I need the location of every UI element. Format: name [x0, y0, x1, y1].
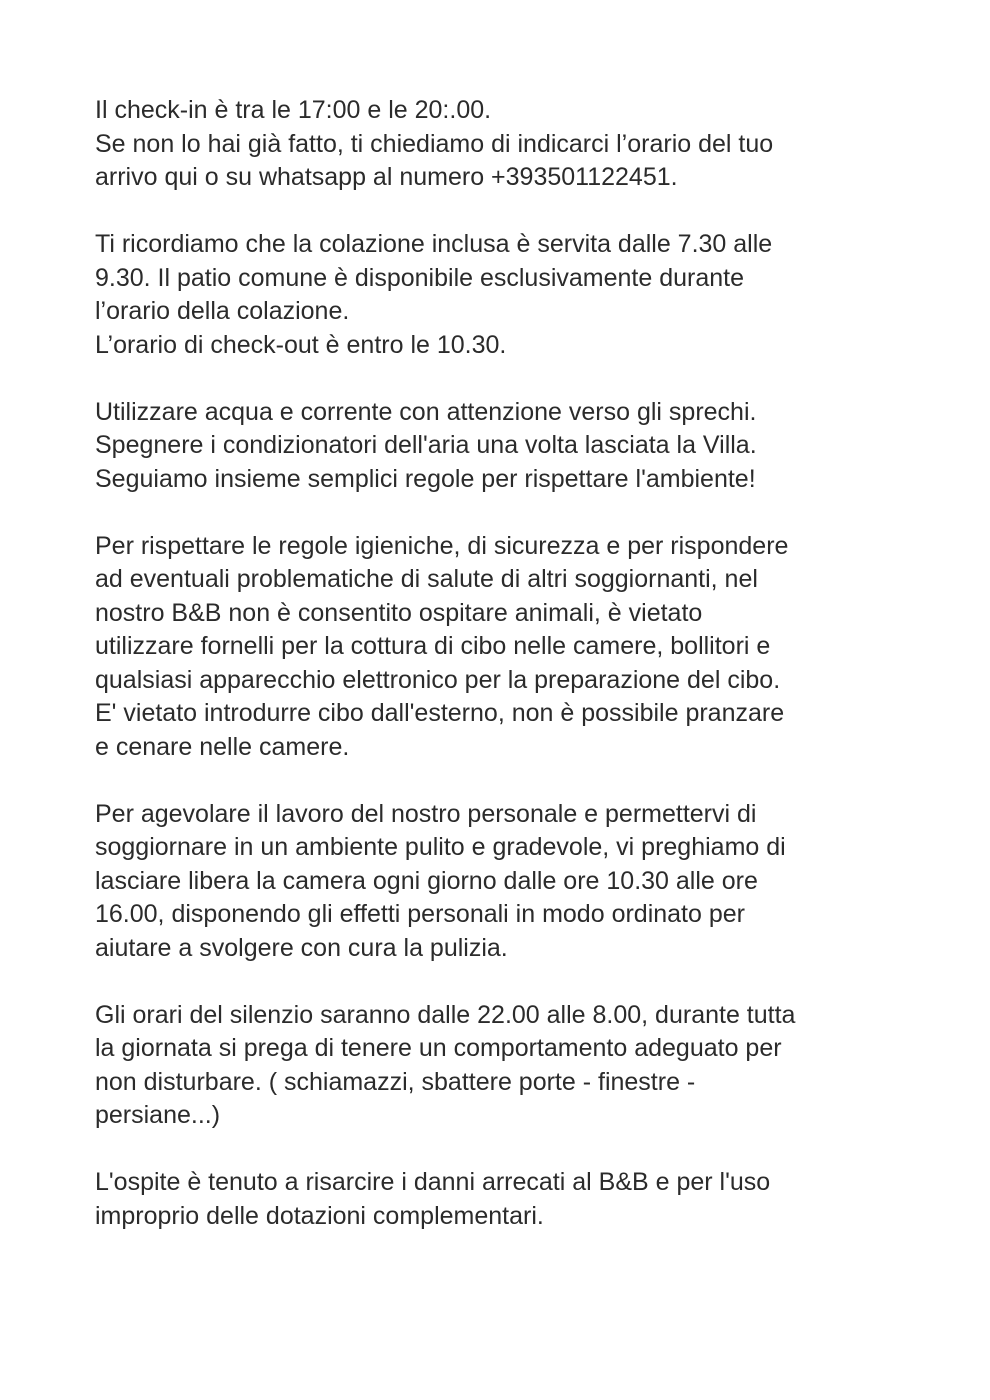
document-body	[95, 94, 915, 1267]
text-line: l’orario della colazione.	[95, 297, 350, 325]
text-line: Seguiamo insieme semplici regole per rispettare l'ambiente!	[95, 464, 756, 493]
text-line: Per rispettare le regole igieniche, di sicurezza e per rispondere	[95, 531, 789, 560]
text-line: qualsiasi apparecchio elettronico per la preparazione del cibo.	[95, 665, 781, 694]
text-line: Utilizzare acqua e corrente con attenzione verso gli sprechi.	[95, 397, 757, 426]
text-line: soggiornare in un ambiente pulito e gradevole, vi preghiamo di	[95, 833, 786, 861]
text-line: Se non lo hai già fatto, ti chiediamo di indicarci l’orario del tuo	[95, 129, 774, 158]
text-line: Ti ricordiamo che la colazione inclusa è servita dalle 7.30 alle	[95, 230, 773, 258]
text-line: 9.30. Il patio comune è disponibile esclusivamente durante	[95, 263, 745, 292]
text-line: non disturbare. ( schiamazzi, sbattere porte - finestre -	[95, 1067, 696, 1096]
text-line: improprio delle dotazioni complementari.	[95, 1201, 544, 1230]
text-line: E' vietato introdurre cibo dall'esterno, non è possibile pranzare	[95, 699, 785, 727]
text-line: L’orario di check-out è entro le 10.30.	[95, 330, 507, 359]
text-line: persiane...)	[95, 1101, 221, 1129]
text-line: Spegnere i condizionatori dell'aria una volta lasciata la Villa.	[95, 431, 757, 459]
text-line: Per agevolare il lavoro del nostro personale e permettervi di	[95, 799, 757, 828]
paragraph-quiet-hours	[95, 999, 915, 1133]
paragraph-breakfast	[95, 228, 915, 362]
paragraph-checkin	[95, 94, 915, 195]
text-line: lasciare libera la camera ogni giorno dalle ore 10.30 alle ore	[95, 866, 758, 895]
text-line: e cenare nelle camere.	[95, 732, 350, 761]
text-line: utilizzare fornelli per la cottura di cibo nelle camere, bollitori e	[95, 632, 771, 660]
text-line: aiutare a svolgere con cura la pulizia.	[95, 933, 508, 962]
text-line: arrivo qui o su whatsapp al numero +393501122451.	[95, 163, 678, 191]
paragraph-hygiene-rules	[95, 530, 915, 765]
paragraph-damages	[95, 1166, 915, 1233]
text-line: nostro B&B non è consentito ospitare animali, è vietato	[95, 598, 703, 627]
text-line: 16.00, disponendo gli effetti personali in modo ordinato per	[95, 900, 745, 928]
text-line: ad eventuali problematiche di salute di altri soggiornanti, nel	[95, 565, 758, 593]
text-line: L'ospite è tenuto a risarcire i danni arrecati al B&B e per l'uso	[95, 1168, 771, 1196]
text-line: Il check-in è tra le 17:00 e le 20:.00.	[95, 96, 492, 124]
paragraph-cleaning	[95, 798, 915, 966]
text-line: Gli orari del silenzio saranno dalle 22.00 alle 8.00, durante tutta	[95, 1000, 796, 1029]
text-line: la giornata si prega di tenere un comportamento adeguato per	[95, 1034, 782, 1062]
paragraph-environment	[95, 396, 915, 497]
